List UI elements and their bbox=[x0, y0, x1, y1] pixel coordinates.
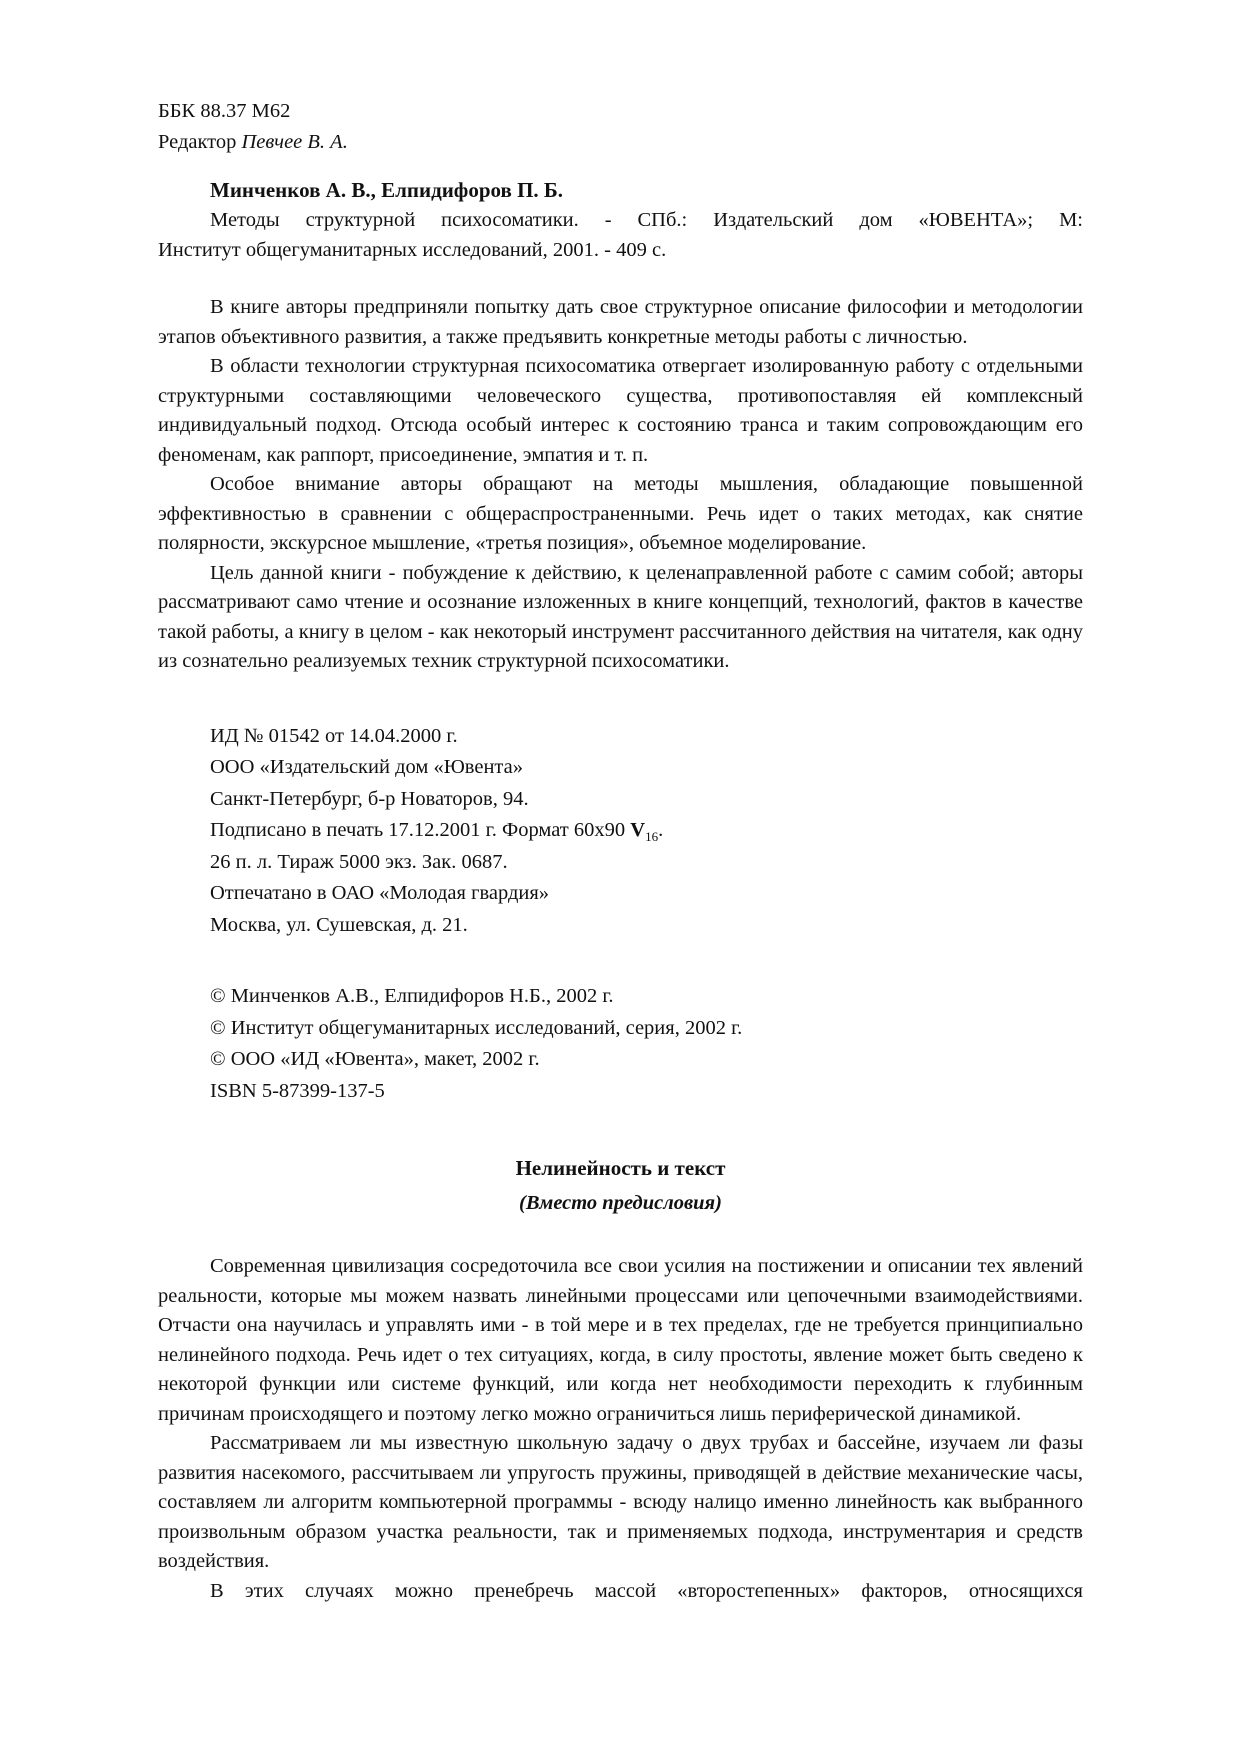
biblio-description-line-2: Институт общегуманитарных исследований, 2001. - 409 с. bbox=[158, 238, 667, 261]
biblio-description bbox=[158, 206, 1083, 265]
imprint-license: ИД № 01542 от 14.04.2000 г. bbox=[210, 724, 458, 747]
imprint-block bbox=[158, 721, 1083, 942]
imprint-print-address: Москва, ул. Сушевская, д. 21. bbox=[210, 913, 468, 936]
imprint-format-subscript: 16 bbox=[645, 829, 659, 845]
isbn-line: ISBN 5-87399-137-5 bbox=[210, 1079, 385, 1102]
imprint-format-letter: V bbox=[630, 819, 646, 841]
foreword-paragraph: Современная цивилизация сосредоточила все свои усилия на постижении и описании тех явлений реальности, которые мы можем назвать линейными процессами или цепочечными взаимодействиями. Отчасти она научилась и управлять ими - в той мере и в тех пределах, где не требуется принципиально нелинейного подхода. Речь идет о тех ситуациях, когда, в силу простоты, явление может быть сведено к некоторой функции или системе функций, или когда нет необходимости переходить к глубинным причинам происходящего и поэтому легко можно ограничиться лишь периферической динамикой. bbox=[158, 1255, 1083, 1425]
foreword-paragraph: Рассматриваем ли мы известную школьную задачу о двух трубах и бассейне, изучаем ли фазы развития насекомого, рассчитываем ли упругость пружины, приводящей в действие механические часы, составляем ли алгоритм компьютерной программы - всюду налицо именно линейность как выбранного произвольным образом участка реальности, так и применяемых подхода, инструментария и средств воздействия. bbox=[158, 1432, 1083, 1572]
imprint-address: Санкт-Петербург, б-р Новаторов, 94. bbox=[210, 787, 529, 810]
foreword-title: Нелинейность и текст bbox=[515, 1156, 726, 1180]
annotation-paragraph: В книге авторы предприняли попытку дать свое структурное описание философии и методологии этапов объективного развития, а также предъявить конкретные методы работы с личностью. bbox=[158, 296, 1083, 348]
imprint-printing-prefix: Подписано в печать 17.12.2001 г. Формат 60х90 bbox=[210, 819, 631, 841]
copyright-block bbox=[158, 981, 1083, 1107]
editor-label: Редактор bbox=[158, 131, 242, 153]
foreword-subtitle: (Вместо предисловия) bbox=[519, 1192, 722, 1214]
biblio-authors: Минченков А. В., Елпидифоров П. Б. bbox=[210, 178, 564, 202]
biblio-description-line-1: Методы структурной психосоматики. - СПб.: Издательский дом «ЮВЕНТА»; М: bbox=[210, 209, 1083, 231]
annotation-paragraph: В области технологии структурная психосоматика отвергает изолированную работу с отдельными структурными составляющими человеческого существа, противопоставляя ей комплексный индивидуальный подход. Отсюда особый интерес к состоянию транса и таким сопровождающим его феноменам, как раппорт, присоединение, эмпатия и т. п. bbox=[158, 355, 1083, 466]
foreword-heading-block bbox=[158, 1153, 1083, 1218]
copyright-line: © ООО «ИД «Ювента», макет, 2002 г. bbox=[210, 1048, 540, 1070]
foreword-paragraph: В этих случаях можно пренебречь массой «второстепенных» факторов, относящихся bbox=[210, 1579, 1083, 1602]
annotation-block bbox=[158, 293, 1083, 677]
annotation-paragraph: Особое внимание авторы обращают на методы мышления, обладающие повышенной эффективностью в сравнении с общераспространенными. Речь идет о таких методах, как снятие полярности, экскурсное мышление, «третья позиция», объемное моделирование. bbox=[158, 473, 1083, 554]
copyright-line: © Минченков А.В., Елпидифоров Н.Б., 2002 г. bbox=[210, 985, 614, 1007]
editor-name: Певчее В. А. bbox=[241, 131, 348, 153]
imprint-format-suffix: . bbox=[658, 819, 664, 841]
annotation-paragraph: Цель данной книги - побуждение к действию, к целенаправленной работе с самим собой; авторы рассматривают само чтение и осознание изложенных в книге концепций, технологий, фактов в качестве такой работы, а книгу в целом - как некоторый инструмент рассчитанного действия на читателя, как одну из сознательно реализуемых техник структурной психосоматики. bbox=[158, 561, 1083, 672]
imprint-publisher: ООО «Издательский дом «Ювента» bbox=[210, 756, 523, 778]
imprint-sheets: 26 п. л. Тираж 5000 экз. Зак. 0687. bbox=[210, 850, 508, 873]
copyright-line: © Институт общегуманитарных исследований, серия, 2002 г. bbox=[210, 1016, 743, 1039]
page-content bbox=[158, 96, 1083, 1606]
imprint-printed-at: Отпечатано в ОАО «Молодая гвардия» bbox=[210, 882, 550, 904]
bbk-code: ББК 88.37 М62 bbox=[158, 100, 291, 122]
editor-line bbox=[158, 127, 1083, 158]
header-block bbox=[158, 96, 1083, 158]
imprint-printing-line bbox=[210, 815, 1083, 847]
foreword-body bbox=[158, 1252, 1083, 1606]
